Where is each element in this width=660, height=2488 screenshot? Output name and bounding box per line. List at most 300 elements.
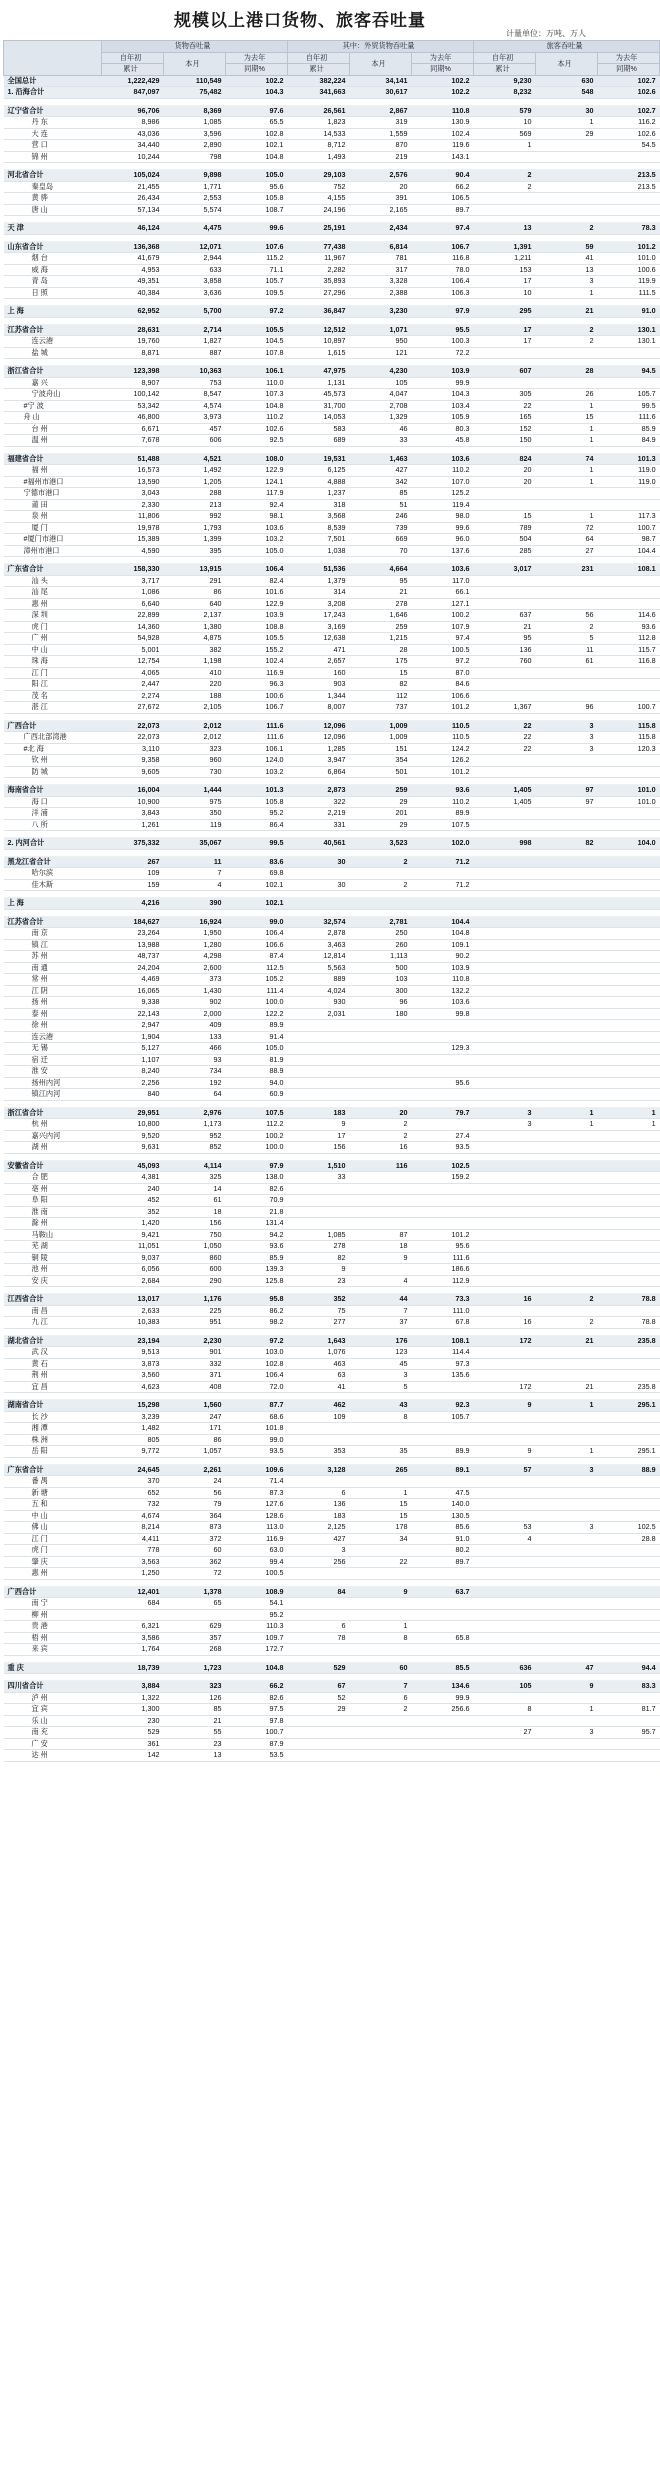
port-name-cell: 日 照 [4, 287, 102, 299]
value-cell: 136 [474, 644, 536, 656]
value-cell: 3,169 [288, 621, 350, 633]
spacer-cell [226, 1287, 288, 1294]
value-cell: 689 [288, 435, 350, 447]
value-cell: 131.4 [226, 1218, 288, 1230]
value-cell [536, 1206, 598, 1218]
port-name-cell: 漳州市港口 [4, 545, 102, 557]
value-cell [164, 1609, 226, 1621]
value-cell [412, 1644, 474, 1656]
spacer-cell [102, 1579, 164, 1586]
value-cell: 6 [288, 1487, 350, 1499]
value-cell: 97.2 [226, 306, 288, 318]
spacer-cell [350, 317, 412, 324]
port-name-cell: 江苏省合计 [4, 324, 102, 336]
spacer-cell [102, 1393, 164, 1400]
value-cell: 2,434 [350, 223, 412, 235]
value-cell: 7 [350, 1681, 412, 1693]
value-cell: 107.9 [412, 621, 474, 633]
value-cell: 3,463 [288, 939, 350, 951]
value-cell: 2,553 [164, 193, 226, 205]
value-cell: 109.7 [226, 1632, 288, 1644]
value-cell: 110.2 [412, 465, 474, 477]
value-cell: 101.0 [598, 796, 660, 808]
value-cell [598, 1609, 660, 1621]
value-cell: 122.2 [226, 1008, 288, 1020]
value-cell [474, 1568, 536, 1580]
value-cell [350, 868, 412, 880]
spacer-cell [474, 909, 536, 916]
value-cell: 2,976 [164, 1107, 226, 1119]
value-cell: 54.1 [226, 1598, 288, 1610]
header-sub-cell: 自年初 [474, 52, 536, 64]
value-cell [536, 1423, 598, 1435]
table-row [4, 347, 660, 359]
value-cell [598, 755, 660, 767]
value-cell: 3 [536, 720, 598, 732]
value-cell: 103.9 [412, 366, 474, 378]
port-name-cell: 深 圳 [4, 610, 102, 622]
value-cell [412, 1054, 474, 1066]
value-cell: 840 [102, 1089, 164, 1101]
value-cell: 1,378 [164, 1586, 226, 1598]
value-cell [536, 1305, 598, 1317]
value-cell [536, 1241, 598, 1253]
value-cell [474, 1252, 536, 1264]
value-cell: 87 [350, 1229, 412, 1241]
spacer-cell [474, 1287, 536, 1294]
value-cell: 372 [164, 1533, 226, 1545]
value-cell [598, 916, 660, 928]
value-cell: 2,657 [288, 656, 350, 668]
value-cell [474, 1347, 536, 1359]
value-cell: 115.8 [598, 720, 660, 732]
value-cell [536, 898, 598, 910]
value-cell [598, 1738, 660, 1750]
port-name-cell: 惠 州 [4, 1568, 102, 1580]
value-cell: 111.6 [226, 720, 288, 732]
value-cell [350, 1066, 412, 1078]
port-name-cell: 厦 门 [4, 522, 102, 534]
value-cell: 8,369 [164, 105, 226, 117]
value-cell [474, 690, 536, 702]
value-cell: 119.0 [598, 476, 660, 488]
value-cell [536, 1031, 598, 1043]
value-cell: 97.4 [412, 223, 474, 235]
value-cell: 21 [536, 1335, 598, 1347]
port-name-cell: 天 津 [4, 223, 102, 235]
value-cell: 116.8 [598, 656, 660, 668]
value-cell: 11 [164, 856, 226, 868]
value-cell: 103.0 [226, 1347, 288, 1359]
value-cell: 371 [164, 1370, 226, 1382]
port-name-cell: 嘉 兴 [4, 377, 102, 389]
value-cell: 104.8 [226, 151, 288, 163]
value-cell [412, 1727, 474, 1739]
value-cell: 375,332 [102, 838, 164, 850]
table-row [4, 1533, 660, 1545]
value-cell: 90.4 [412, 170, 474, 182]
value-cell: 90.2 [412, 951, 474, 963]
value-cell: 752 [288, 181, 350, 193]
spacer-cell [102, 557, 164, 564]
value-cell [288, 868, 350, 880]
port-name-cell: 番 禺 [4, 1476, 102, 1488]
spacer-cell [226, 1674, 288, 1681]
spacer-cell [598, 359, 660, 366]
value-cell [536, 1160, 598, 1172]
value-cell: 111.6 [226, 732, 288, 744]
value-cell: 24 [164, 1476, 226, 1488]
value-cell: 159 [102, 879, 164, 891]
value-cell: 156 [288, 1142, 350, 1154]
value-cell [598, 499, 660, 511]
value-cell: 13,590 [102, 476, 164, 488]
spacer-cell [474, 1153, 536, 1160]
value-cell: 18 [164, 1206, 226, 1218]
value-cell: 1 [536, 1107, 598, 1119]
value-cell: 72.2 [412, 347, 474, 359]
value-cell: 71.2 [412, 879, 474, 891]
value-cell: 295 [474, 306, 536, 318]
value-cell: 110.0 [226, 377, 288, 389]
value-cell: 112.8 [598, 633, 660, 645]
value-cell: 870 [350, 140, 412, 152]
spacer-cell [226, 446, 288, 453]
value-cell: 108.0 [226, 453, 288, 465]
value-cell: 6,671 [102, 423, 164, 435]
value-cell: 95.2 [226, 808, 288, 820]
value-cell: 1,300 [102, 1704, 164, 1716]
value-cell [598, 1172, 660, 1184]
table-row [4, 435, 660, 447]
value-cell: 105 [350, 377, 412, 389]
value-cell: 1,793 [164, 522, 226, 534]
port-name-cell: 安 庆 [4, 1275, 102, 1287]
value-cell: 41 [536, 253, 598, 265]
value-cell: 18 [350, 1241, 412, 1253]
value-cell: 99.9 [412, 377, 474, 389]
table-row [4, 997, 660, 1009]
value-cell: 960 [164, 755, 226, 767]
value-cell: 153 [474, 264, 536, 276]
table-row [4, 287, 660, 299]
value-cell [412, 1476, 474, 1488]
table-row [4, 732, 660, 744]
value-cell: 410 [164, 667, 226, 679]
value-cell: 364 [164, 1510, 226, 1522]
value-cell [288, 1206, 350, 1218]
value-cell: 102.6 [226, 423, 288, 435]
value-cell: 1,560 [164, 1400, 226, 1412]
value-cell: 96 [350, 997, 412, 1009]
value-cell: 1,261 [102, 819, 164, 831]
value-cell [474, 1218, 536, 1230]
spacer-cell [474, 446, 536, 453]
spacer-cell [536, 909, 598, 916]
header-port-cell [4, 41, 102, 76]
value-cell [350, 1727, 412, 1739]
table-row [4, 1229, 660, 1241]
value-cell: 9 [350, 1252, 412, 1264]
value-cell [598, 193, 660, 205]
port-name-cell: 泰 州 [4, 1008, 102, 1020]
spacer-cell [474, 713, 536, 720]
value-cell: 110.8 [412, 974, 474, 986]
spacer-cell [350, 1100, 412, 1107]
value-cell [288, 1195, 350, 1207]
spacer-cell [226, 1457, 288, 1464]
value-cell: 63.7 [412, 1586, 474, 1598]
value-cell: 95.6 [226, 181, 288, 193]
spacer-cell [350, 1328, 412, 1335]
spacer-cell [350, 446, 412, 453]
value-cell: 231 [536, 564, 598, 576]
value-cell: 114.4 [412, 1347, 474, 1359]
port-name-cell: 广东省合计 [4, 564, 102, 576]
value-cell: 53.5 [226, 1750, 288, 1762]
value-cell: 10,383 [102, 1317, 164, 1329]
value-cell: 1,250 [102, 1568, 164, 1580]
value-cell: 3,884 [102, 1681, 164, 1693]
value-cell: 45,093 [102, 1160, 164, 1172]
value-cell: 2,012 [164, 732, 226, 744]
port-name-cell: 防 城 [4, 766, 102, 778]
value-cell: 110.2 [226, 412, 288, 424]
value-cell: 67.8 [412, 1317, 474, 1329]
value-cell: 95 [350, 575, 412, 587]
port-name-cell: 贵 港 [4, 1621, 102, 1633]
value-cell: 94.2 [226, 1229, 288, 1241]
value-cell [536, 1499, 598, 1511]
value-cell: 109.5 [226, 287, 288, 299]
value-cell [350, 1206, 412, 1218]
table-row [4, 117, 660, 129]
value-cell: 37 [350, 1317, 412, 1329]
spacer-cell [226, 778, 288, 785]
value-cell [474, 1172, 536, 1184]
value-cell [474, 1077, 536, 1089]
value-cell [350, 1545, 412, 1557]
spacer-cell [226, 216, 288, 223]
spacer-cell [102, 831, 164, 838]
spacer-cell [536, 216, 598, 223]
value-cell [598, 1568, 660, 1580]
value-cell [350, 1644, 412, 1656]
spacer-cell [102, 1674, 164, 1681]
value-cell [598, 1510, 660, 1522]
value-cell [536, 488, 598, 500]
value-cell: 652 [102, 1487, 164, 1499]
value-cell: 9,421 [102, 1229, 164, 1241]
value-cell: 172 [474, 1335, 536, 1347]
value-cell [474, 1275, 536, 1287]
spacer-cell [598, 1153, 660, 1160]
value-cell: 139.3 [226, 1264, 288, 1276]
spacer-cell [102, 446, 164, 453]
value-cell: 600 [164, 1264, 226, 1276]
value-cell [536, 928, 598, 940]
port-name-cell: 扬 州 [4, 997, 102, 1009]
header-month-cell: 本月 [350, 52, 412, 75]
value-cell [536, 1750, 598, 1762]
spacer-cell [598, 1579, 660, 1586]
value-cell: 119.6 [412, 140, 474, 152]
value-cell: 3,973 [164, 412, 226, 424]
value-cell: 4 [474, 1533, 536, 1545]
table-row [4, 796, 660, 808]
table-row [4, 928, 660, 940]
value-cell: 1 [536, 1119, 598, 1131]
value-cell: 1,285 [288, 743, 350, 755]
value-cell: 108.9 [226, 1586, 288, 1598]
value-cell [412, 1218, 474, 1230]
value-cell: 277 [288, 1317, 350, 1329]
value-cell: 265 [350, 1464, 412, 1476]
value-cell [536, 1510, 598, 1522]
value-cell: 6,056 [102, 1264, 164, 1276]
spacer-cell [536, 831, 598, 838]
value-cell: 341,663 [288, 87, 350, 99]
value-cell: 100.5 [412, 644, 474, 656]
table-row [4, 1008, 660, 1020]
table-row-total [4, 785, 660, 797]
spacer-cell [288, 359, 350, 366]
value-cell: 96 [536, 702, 598, 714]
spacer-cell [164, 713, 226, 720]
spacer-row [4, 446, 660, 453]
value-cell: 27.4 [412, 1130, 474, 1142]
value-cell [350, 1750, 412, 1762]
spacer-cell [350, 713, 412, 720]
spacer-cell [536, 299, 598, 306]
value-cell: 361 [102, 1738, 164, 1750]
value-cell [350, 1089, 412, 1101]
port-name-cell: 四川省合计 [4, 1681, 102, 1693]
port-name-cell: 连云港 [4, 1031, 102, 1043]
table-row [4, 1522, 660, 1534]
value-cell: 32,574 [288, 916, 350, 928]
port-name-cell: 铜 陵 [4, 1252, 102, 1264]
value-cell: 8,539 [288, 522, 350, 534]
value-cell: 89.7 [412, 1556, 474, 1568]
value-cell: 3,563 [102, 1556, 164, 1568]
value-cell: 103.2 [226, 534, 288, 546]
spacer-cell [412, 216, 474, 223]
value-cell: 684 [102, 1598, 164, 1610]
value-cell [598, 1195, 660, 1207]
table-row [4, 951, 660, 963]
port-name-cell: 佳木斯 [4, 879, 102, 891]
value-cell [474, 1195, 536, 1207]
table-row [4, 1423, 660, 1435]
header-group-row [4, 41, 660, 53]
spacer-cell [288, 1153, 350, 1160]
value-cell: 21 [350, 587, 412, 599]
value-cell: 4,381 [102, 1172, 164, 1184]
value-cell [598, 974, 660, 986]
value-cell: 116.9 [226, 667, 288, 679]
value-cell [412, 1434, 474, 1446]
value-cell [474, 1632, 536, 1644]
spacer-cell [226, 831, 288, 838]
value-cell [536, 1598, 598, 1610]
spacer-cell [598, 317, 660, 324]
value-cell: 8,907 [102, 377, 164, 389]
port-name-cell: 广西合计 [4, 1586, 102, 1598]
value-cell: 4,590 [102, 545, 164, 557]
value-cell: 43 [350, 1400, 412, 1412]
value-cell: 116 [350, 1160, 412, 1172]
value-cell: 14,360 [102, 621, 164, 633]
value-cell: 323 [164, 743, 226, 755]
table-row-total [4, 366, 660, 378]
value-cell: 7 [350, 1305, 412, 1317]
value-cell: 750 [164, 1229, 226, 1241]
port-name-cell: 阜 阳 [4, 1195, 102, 1207]
port-name-cell: 岳 阳 [4, 1446, 102, 1458]
value-cell: 427 [288, 1533, 350, 1545]
value-cell: 143.1 [412, 151, 474, 163]
value-cell [474, 488, 536, 500]
value-cell [598, 1556, 660, 1568]
spacer-cell [598, 98, 660, 105]
value-cell [412, 1066, 474, 1078]
value-cell [598, 819, 660, 831]
table-row [4, 534, 660, 546]
value-cell: 106.4 [226, 564, 288, 576]
spacer-cell [536, 1674, 598, 1681]
value-cell: 1,215 [350, 633, 412, 645]
value-cell [536, 1487, 598, 1499]
port-name-cell: 盐 城 [4, 347, 102, 359]
spacer-cell [474, 1100, 536, 1107]
table-row-total [4, 75, 660, 87]
value-cell: 99.5 [226, 838, 288, 850]
spacer-cell [4, 891, 102, 898]
spacer-cell [226, 163, 288, 170]
value-cell [536, 1172, 598, 1184]
value-cell: 3,128 [288, 1464, 350, 1476]
value-cell [474, 1434, 536, 1446]
value-cell [598, 1487, 660, 1499]
value-cell: 159.2 [412, 1172, 474, 1184]
value-cell: 102.2 [412, 75, 474, 87]
value-cell: 105.0 [226, 1043, 288, 1055]
table-row [4, 1241, 660, 1253]
value-cell: 99.0 [226, 1434, 288, 1446]
spacer-cell [350, 891, 412, 898]
value-cell [474, 974, 536, 986]
value-cell: 354 [350, 755, 412, 767]
value-cell [598, 1066, 660, 1078]
spacer-cell [288, 1655, 350, 1662]
value-cell: 124.2 [412, 743, 474, 755]
value-cell: 22,899 [102, 610, 164, 622]
spacer-cell [102, 1153, 164, 1160]
value-cell [350, 1043, 412, 1055]
table-row [4, 1476, 660, 1488]
spacer-cell [350, 1655, 412, 1662]
value-cell: 46 [350, 423, 412, 435]
spacer-cell [102, 234, 164, 241]
value-cell: 87.4 [226, 951, 288, 963]
spacer-cell [412, 1328, 474, 1335]
value-cell: 3,017 [474, 564, 536, 576]
port-name-cell: 莆 田 [4, 499, 102, 511]
value-cell [598, 1183, 660, 1195]
value-cell: 184,627 [102, 916, 164, 928]
value-cell: 798 [164, 151, 226, 163]
